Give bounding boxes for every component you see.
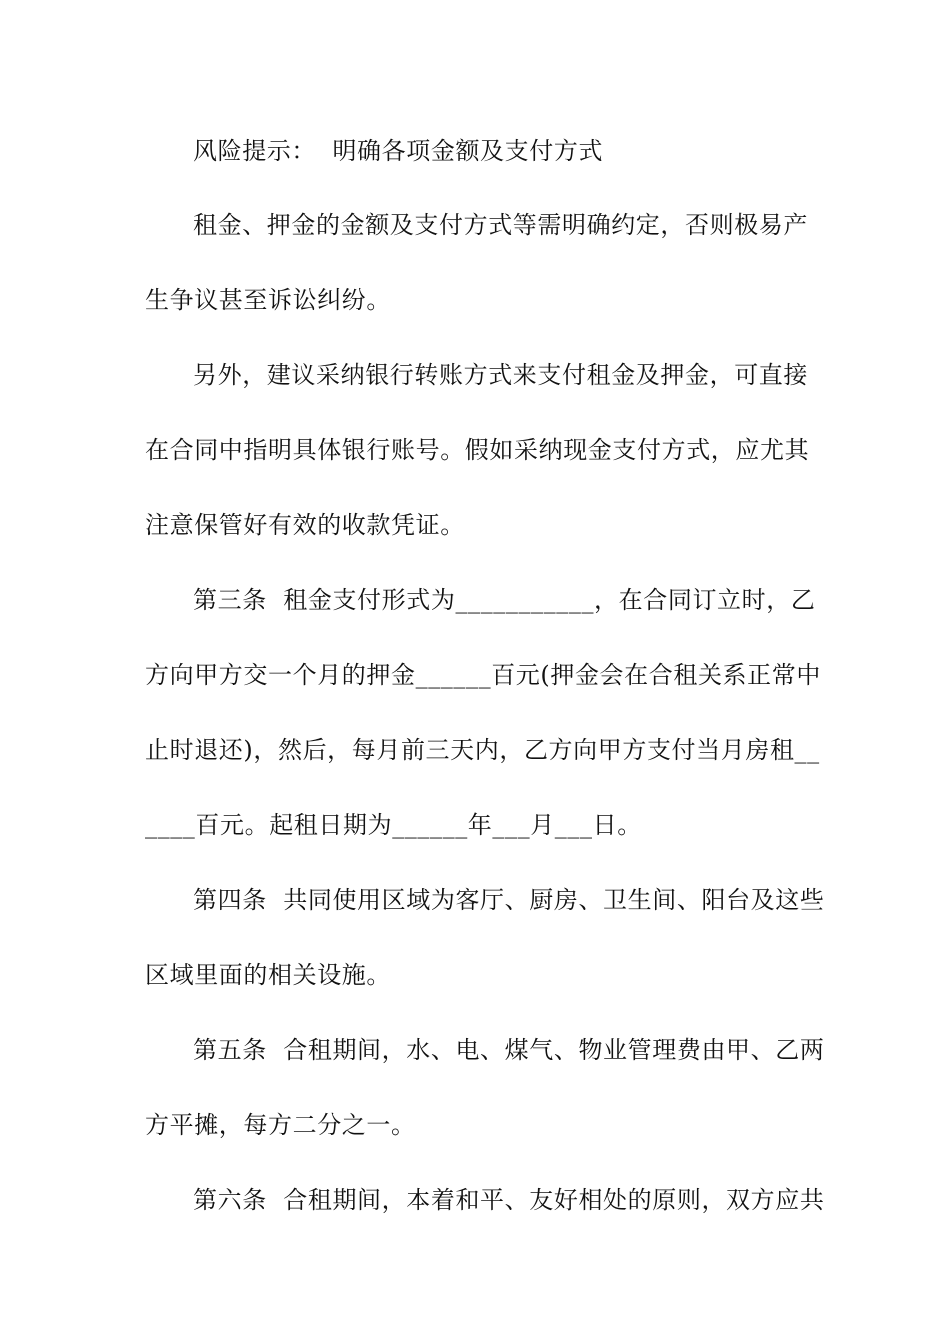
risk-paragraph-2-line-2: 在合同中指明具体银行账号。假如采纳现金支付方式，应尤其	[145, 436, 810, 464]
risk-paragraph-2-line-3: 注意保管好有效的收款凭证。	[145, 511, 465, 539]
risk-paragraph-1-line-1: 租金、押金的金额及支付方式等需明确约定，否则极易产	[193, 211, 808, 239]
article-5-line-2: 方平摊，每方二分之一。	[145, 1111, 416, 1139]
article-4-line-2: 区域里面的相关设施。	[145, 961, 391, 989]
article-5-line-1: 第五条 合租期间，水、电、煤气、物业管理费由甲、乙两	[193, 1036, 825, 1064]
risk-warning-title: 风险提示： 明确各项金额及支付方式	[193, 137, 604, 165]
article-3-line-4: ____百元。起租日期为______年___月___日。	[145, 811, 642, 839]
article-6-line-1: 第六条 合租期间，本着和平、友好相处的原则，双方应共	[193, 1186, 825, 1214]
risk-paragraph-2-line-1: 另外，建议采纳银行转账方式来支付租金及押金，可直接	[193, 361, 808, 389]
article-4-line-1: 第四条 共同使用区域为客厅、厨房、卫生间、阳台及这些	[193, 886, 825, 914]
article-3-line-1: 第三条 租金支付形式为___________，在合同订立时，乙	[193, 586, 816, 614]
article-3-line-2: 方向甲方交一个月的押金______百元(押金会在合租关系正常中	[145, 661, 821, 689]
article-3-line-3: 止时退还)，然后，每月前三天内，乙方向甲方支付当月房租__	[145, 736, 820, 764]
risk-paragraph-1-line-2: 生争议甚至诉讼纠纷。	[145, 286, 391, 314]
